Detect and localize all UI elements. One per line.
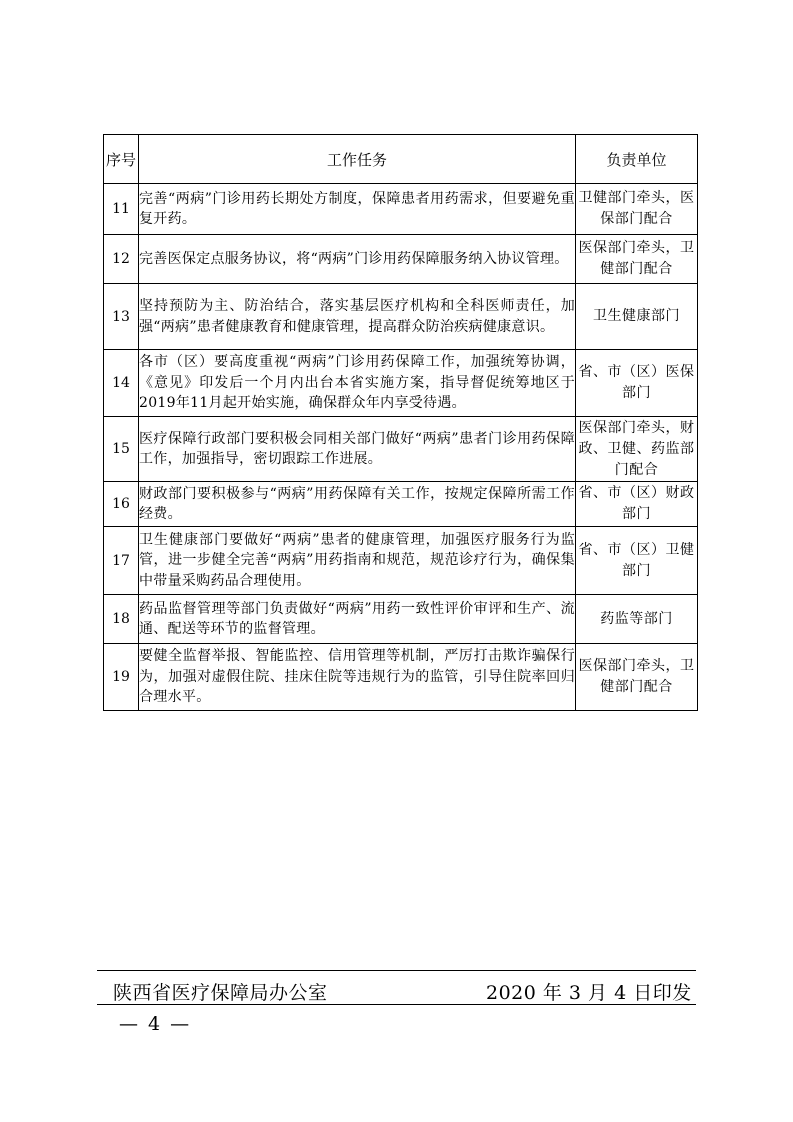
task-table [103,134,698,711]
row-index: 15 [104,417,139,482]
row-department: 省、市（区）卫健部门 [576,527,698,595]
table-row [104,644,698,711]
header-department: 负责单位 [576,135,698,184]
row-department: 医保部门牵头，卫健部门配合 [576,235,698,284]
row-task: 药品监督管理等部门负责做好“两病”用药一致性评价审评和生产、流通、配送等环节的监督管理。 [139,595,576,644]
row-task: 完善医保定点服务协议，将“两病”门诊用药保障服务纳入协议管理。 [139,235,576,284]
row-department: 卫健部门牵头，医保部门配合 [576,184,698,235]
row-department: 省、市（区）财政部门 [576,482,698,527]
row-department: 药监等部门 [576,595,698,644]
row-task: 各市（区）要高度重视“两病”门诊用药保障工作，加强统筹协调，《意见》印发后一个月内出台本省实施方案，指导督促统筹地区于2019年11月起开始实施，确保群众年内享受待遇。 [139,350,576,417]
table-row [104,184,698,235]
row-index: 18 [104,595,139,644]
footer-bottom-rule [97,1004,696,1005]
row-department: 医保部门牵头，财政、卫健、药监部门配合 [576,417,698,482]
row-index: 19 [104,644,139,711]
row-department: 卫生健康部门 [576,284,698,350]
row-task: 坚持预防为主、防治结合，落实基层医疗机构和全科医师责任，加强“两病”患者健康教育和健康管理，提高群众防治疾病健康意识。 [139,284,576,350]
footer-top-rule [97,970,696,971]
table-row [104,527,698,595]
table-row [104,235,698,284]
row-task: 卫生健康部门要做好“两病”患者的健康管理，加强医疗服务行为监管，进一步健全完善“两病”用药指南和规范，规范诊疗行为，确保集中带量采购药品合理使用。 [139,527,576,595]
page-number: — 4 — [119,1013,192,1035]
table-header-row [104,135,698,184]
table-row [104,417,698,482]
row-task: 医疗保障行政部门要积极会同相关部门做好“两病”患者门诊用药保障工作，加强指导，密切跟踪工作进展。 [139,417,576,482]
row-index: 14 [104,350,139,417]
row-index: 11 [104,184,139,235]
row-index: 16 [104,482,139,527]
row-task: 完善“两病”门诊用药长期处方制度，保障患者用药需求，但要避免重复开药。 [139,184,576,235]
header-index: 序号 [104,135,139,184]
footer-date: 2020 年 3 月 4 日印发 [486,982,692,1004]
table-row [104,595,698,644]
table-row [104,350,698,417]
footer-issuer: 陕西省医疗保障局办公室 [113,982,328,1004]
row-department: 医保部门牵头，卫健部门配合 [576,644,698,711]
row-index: 12 [104,235,139,284]
row-task: 财政部门要积极参与“两病”用药保障有关工作，按规定保障所需工作经费。 [139,482,576,527]
row-task: 要健全监督举报、智能监控、信用管理等机制，严厉打击欺诈骗保行为，加强对虚假住院、挂床住院等违规行为的监管，引导住院率回归合理水平。 [139,644,576,711]
row-index: 17 [104,527,139,595]
row-department: 省、市（区）医保部门 [576,350,698,417]
header-task: 工作任务 [139,135,576,184]
table-row [104,482,698,527]
row-index: 13 [104,284,139,350]
table-row [104,284,698,350]
